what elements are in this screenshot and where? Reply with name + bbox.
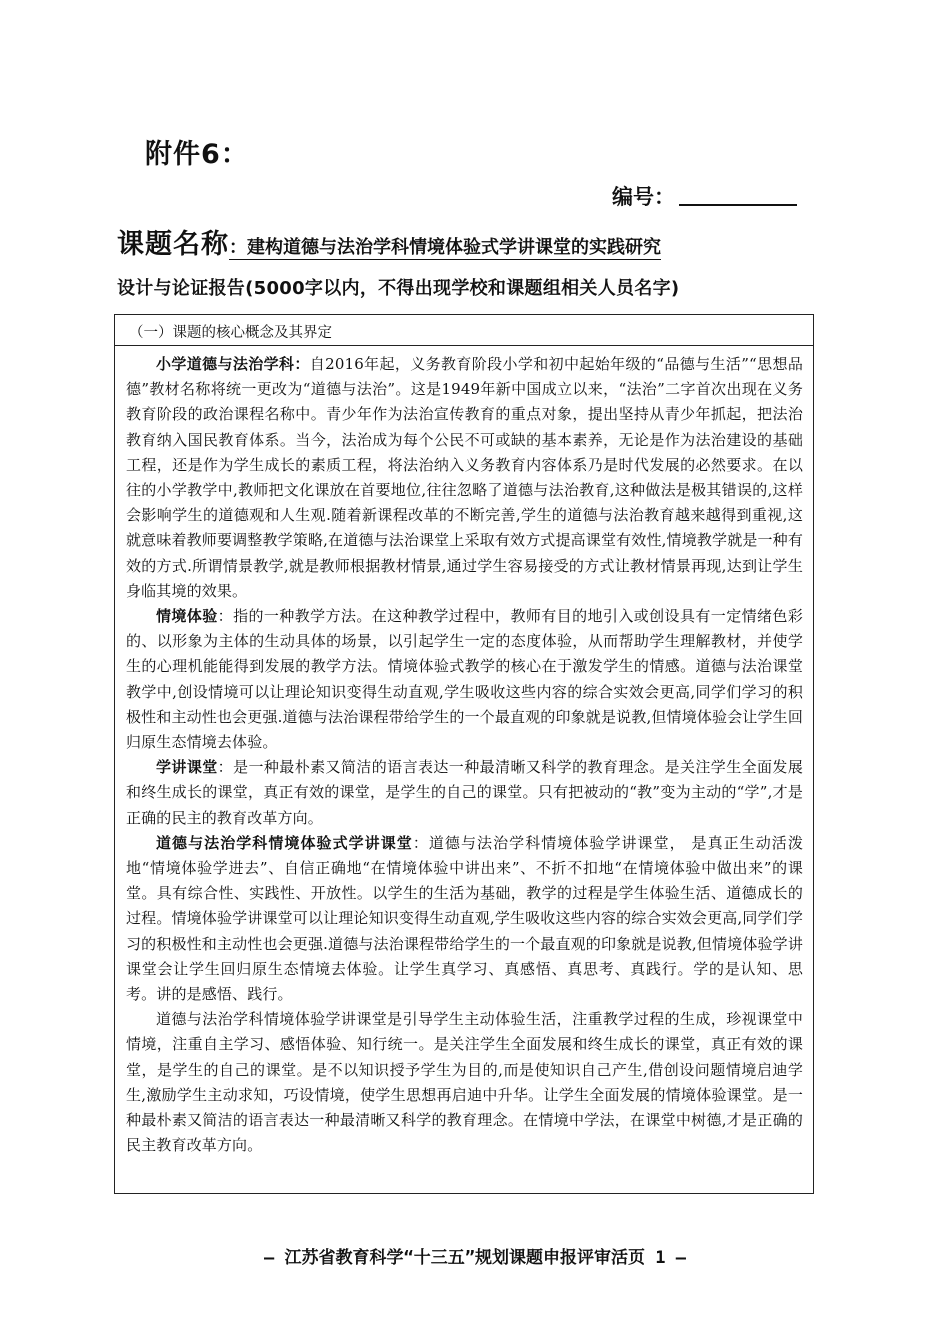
paragraph-combined-concept [126,831,803,1007]
topic-title-row [117,222,661,261]
paragraph-summary [126,1007,803,1158]
section-body [115,346,813,1159]
topic-name: 建构道德与法治学科情境体验式学讲课堂的实践研究 [247,237,661,258]
report-title: 设计与论证报告(5000字以内，不得出现学校和课题组相关人员名字) [117,278,680,299]
serial-number-blank [679,184,797,206]
definition-situational-experience: ：指的一种教学方法。在这种教学过程中，教师有目的地引入或创设具有一定情绪色彩的、以形象为主体的生动具体的场景，以引起学生一定的态度体验，从而帮助学生理解教材，并使学生的心理机能能得到发展的教学方法。情境体验式教学的核心在于激发学生的情感。道德与法治课堂教学中,创设情境可以让理论知识变得生动直观,学生吸收这些内容的综合实效会更高,同学们学习的积极性和主动性也会更强.道德与法治课程带给学生的一个最直观的印象就是说教,但情境体验会让学生回归原生态情境去体验。 [126,607,803,752]
serial-number-field [612,181,797,211]
definition-combined-concept: ：道德与法治学科情境体验学讲课堂， 是真正生动活泼地“情境体验学进去”、自信正确地“在情境体验中讲出来”、不折不扣地“在情境体验中做出来”的课堂。具有综合性、实践性、开放性。以学生的生活为基础，教学的过程是学生体验生活、道德成长的过程。情境体验学讲课堂可以让理论知识变得生动直观,学生吸收这些内容的综合实效会更高,同学们学习的积极性和主动性也会更强.道德与法治课程带给学生的一个最直观的印象就是说教,但情境体验学讲课堂会让学生回归原生态情境去体验。让学生真学习、真感悟、真思考、真践行。学的是认知、思考。讲的是感悟、践行。 [126,833,803,1004]
paragraph-primary-subject [126,352,803,604]
topic-label: 课题名称 [117,229,229,260]
paragraph-learn-speak-classroom [126,755,803,831]
serial-number-label: 编号： [612,185,675,209]
attachment-label: 附件6： [145,139,249,170]
definition-primary-subject: 自2016年起，义务教育阶段小学和初中起始年级的“品德与生活”“思想品德”教材名称将统一更改为“道德与法治”。这是1949年新中国成立以来，“法治”二字首次出现在义务教育阶段的政治课程名称中。青少年作为法治宣传教育的重点对象，提出坚持从青少年抓起，把法治教育纳入国民教育体系。当今，法治成为每个公民不可或缺的基本素养，无论是作为法治建设的基础工程，还是作为学生成长的素质工程，将法治纳入义务教育内容体系乃是时代发展的必然要求。在以往的小学教学中,教师把文化课放在首要地位,往往忽略了道德与法治教育,这种做法是极其错误的,这样会影响学生的道德观和人生观.随着新课程改革的不断完善,学生的道德与法治教育越来越得到重视,这就意味着教师要调整教学策略,在道德与法治课堂上采取有效方式提高课堂有效性,情境教学就是一种有效的方式.所谓情景教学,就是教师根据教材情景,通过学生容易接受的方式让教材情景再现,达到让学生身临其境的效果。 [126,355,803,600]
definition-learn-speak-classroom: ：是一种最朴素又简洁的语言表达一种最清晰又科学的教育理念。是关注学生全面发展和终生成长的课堂，真正有效的课堂，是学生的自己的课堂。只有把被动的“教”变为主动的“学”,才是正确的民主的教育改革方向。 [126,758,803,827]
paragraph-situational-experience [126,604,803,755]
term-combined-concept: 道德与法治学科情境体验式学讲课堂 [156,833,413,852]
topic-value [229,237,661,260]
term-situational-experience: 情境体验 [156,607,218,626]
section-heading: （一）课题的核心概念及其界定 [115,315,813,346]
summary-text: 道德与法治学科情境体验学讲课堂是引导学生主动体验生活，注重教学过程的生成，珍视课堂中情境，注重自主学习、感悟体验、知行统一。是关注学生全面发展和终生成长的课堂，真正有效的课堂，是学生的自己的课堂。是不以知识授予学生为目的,而是使知识自己产生,借创设问题情境启迪学生,激励学生主动求知，巧设情境，使学生思想再启迪中升华。让学生全面发展的情境体验课堂。是一种最朴素又简洁的语言表达一种最清晰又科学的教育理念。在情境中学法，在课堂中树德,才是正确的民主教育改革方向。 [126,1010,803,1155]
content-table [114,314,814,1194]
topic-colon: ： [229,237,247,258]
term-primary-subject: 小学道德与法治学科： [156,355,310,373]
page-footer: – 江苏省教育科学“十三五”规划课题申报评审活页 1 – [264,1248,686,1268]
term-learn-speak-classroom: 学讲课堂 [156,758,218,777]
